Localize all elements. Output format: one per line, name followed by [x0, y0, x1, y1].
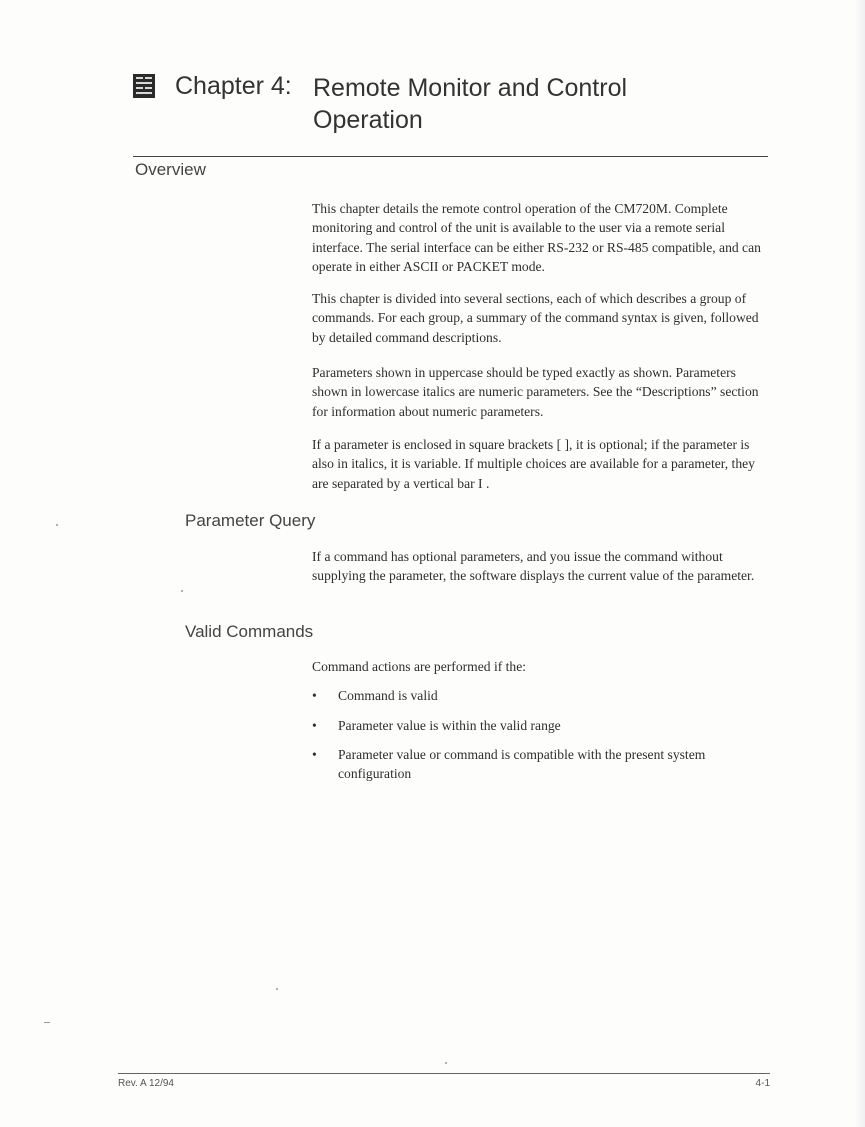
bullet-icon: •: [312, 718, 317, 733]
bullet-icon: •: [312, 688, 317, 703]
chapter-book-icon: [133, 74, 155, 98]
footer-page-number: 4-1: [755, 1078, 770, 1089]
scan-edge-shadow: [855, 0, 865, 1127]
heading-rule: [133, 156, 768, 157]
chapter-title: Remote Monitor and Control Operation: [313, 74, 628, 134]
chapter-number: Chapter 4:: [175, 72, 292, 100]
parameter-query-paragraph: If a command has optional parameters, and you issue the command without supplying the parameter, the software displays the current value of the parameter.: [312, 549, 755, 584]
scan-speck: [181, 590, 183, 592]
valid-commands-intro: Command actions are performed if the:: [312, 659, 527, 674]
section-heading-overview: Overview: [135, 160, 206, 179]
section-heading-parameter-query: Parameter Query: [185, 511, 316, 530]
overview-paragraph-2: This chapter is divided into several sections, each of which describes a group of commands. For each group, a summary of the command syntax is given, followed by detailed command descriptions.: [312, 291, 759, 345]
list-item: [312, 745, 767, 784]
bullet-icon: •: [312, 747, 317, 762]
list-item-text: Parameter value is within the valid range: [338, 718, 561, 733]
footer-rule: [118, 1073, 770, 1074]
overview-paragraph-4: If a parameter is enclosed in square brackets [ ], it is optional; if the parameter is also in italics, it is variable. If multiple choices are available for a parameter, they are separated by a vertical bar I .: [312, 437, 755, 491]
list-item-text: Parameter value or command is compatible with the present system configuration: [338, 747, 706, 782]
scan-speck: [56, 524, 58, 526]
list-item: [312, 716, 767, 735]
list-item-text: Command is valid: [338, 688, 438, 703]
overview-paragraph-1: This chapter details the remote control operation of the CM720M. Complete monitoring and control of the unit is available to the user via a remote serial interface. The serial interface can be either RS-232 or RS-485 compatible, and can operate in either ASCII or PACKET mode.: [312, 201, 761, 275]
section-heading-valid-commands: Valid Commands: [185, 622, 314, 641]
overview-paragraph-3: Parameters shown in uppercase should be typed exactly as shown. Parameters shown in lowercase italics are numeric parameters. See the “Descriptions” section for information about numeric parameters.: [312, 365, 759, 419]
scan-speck: [276, 988, 278, 990]
scan-speck: [445, 1062, 447, 1064]
footer-revision: Rev. A 12/94: [118, 1078, 174, 1089]
list-item: [312, 686, 767, 705]
scan-speck: [44, 1022, 50, 1023]
